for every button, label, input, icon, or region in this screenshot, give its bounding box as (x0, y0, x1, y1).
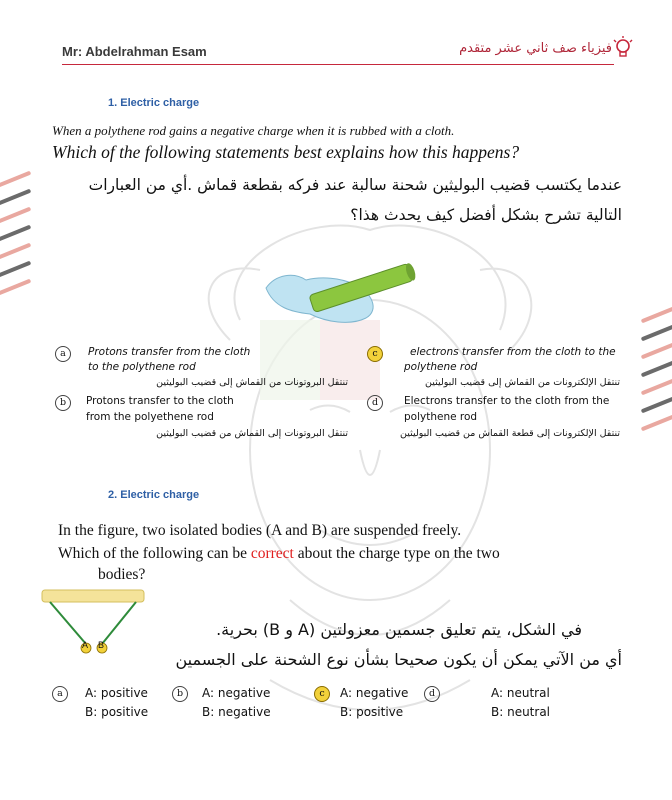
q2-option-c-line1: A: negative (340, 686, 409, 700)
body-a-label: A (82, 640, 89, 650)
q2-option-b-letter[interactable]: b (172, 686, 188, 702)
q1-option-d-arabic: تنتقل الإلكترونات إلى قطعة القماش من قضيب البوليثين (399, 428, 620, 439)
q1-option-a-arabic: تنتقل البروتونات من القماش إلى قضيب البوليثين (156, 377, 348, 388)
q1-option-b-letter[interactable]: b (55, 395, 71, 411)
q1-arabic-line1: عندما يكتسب قضيب البوليثين شحنة سالبة عند فركه بقطعة قماش .أي من العبارات (88, 176, 622, 194)
q2-option-d-letter[interactable]: d (424, 686, 440, 702)
q1-option-b-arabic: تنتقل البروتونات إلى القماش من قضيب البوليثين (156, 428, 348, 439)
author-name: Mr: Abdelrahman Esam (62, 44, 207, 59)
q1-option-c-arabic: تنتقل الإلكترونات من القماش إلى قضيب البوليثين (425, 377, 620, 388)
q2-arabic-line2: أي من الآتي يمكن أن يكون صحيحا بشأن نوع الشحنة على الجسمين (175, 650, 622, 669)
q1-arabic-line2: التالية تشرح بشكل أفضل كيف يحدث هذا؟ (350, 206, 622, 224)
q1-option-a-text1: Protons transfer from the cloth (88, 346, 251, 358)
q2-statement: In the figure, two isolated bodies (A and B) are suspended freely. (58, 522, 462, 539)
q1-option-b-text2: from the polyethene rod (86, 411, 214, 423)
q2-option-a-letter[interactable]: a (52, 686, 68, 702)
q2-option-b-line2: B: negative (202, 705, 271, 719)
q1-option-c-letter[interactable]: c (367, 346, 383, 362)
q1-title: 1. Electric charge (108, 97, 200, 109)
q2-option-c-line2: B: positive (340, 705, 404, 719)
header-divider (62, 64, 614, 65)
q1-option-c-text2: polythene rod (404, 361, 478, 373)
subject-title-arabic: فيزياء صف ثاني عشر متقدم (459, 41, 612, 56)
q1-question: Which of the following statements best explains how this happens? (52, 142, 520, 162)
q2-arabic-line1: في الشكل، يتم تعليق جسمين معزولتين (A و B) بحرية. (216, 620, 582, 639)
q1-statement: When a polythene rod gains a negative charge when it is rubbed with a cloth. (52, 123, 455, 138)
q1-option-a-letter[interactable]: a (55, 346, 71, 362)
q1-option-a-text2: to the polythene rod (88, 361, 196, 373)
rod-and-cloth-figure (262, 252, 422, 332)
q2-option-d-line1: A: neutral (491, 686, 550, 700)
q1-option-d-text1: Electrons transfer to the cloth from the (404, 395, 610, 407)
q2-option-c-letter[interactable]: c (314, 686, 330, 702)
q2-option-b-line1: A: negative (202, 686, 271, 700)
q2-question-end: bodies? (98, 566, 146, 583)
body-b-label: B (98, 640, 105, 650)
q2-option-a-line1: A: positive (85, 686, 148, 700)
lightbulb-icon (612, 36, 634, 62)
q1-option-c-text1: electrons transfer from the cloth to the (410, 346, 616, 358)
q2-option-d-line2: B: neutral (491, 705, 551, 719)
q2-option-a-line2: B: positive (85, 705, 149, 719)
q2-question: Which of the following can be correct about the charge type on the two (58, 545, 500, 562)
q2-title: 2. Electric charge (108, 489, 200, 501)
q1-option-d-text2: polythene rod (404, 411, 478, 423)
q1-option-b-text1: Protons transfer to the cloth (86, 395, 234, 407)
q1-option-d-letter[interactable]: d (367, 395, 383, 411)
